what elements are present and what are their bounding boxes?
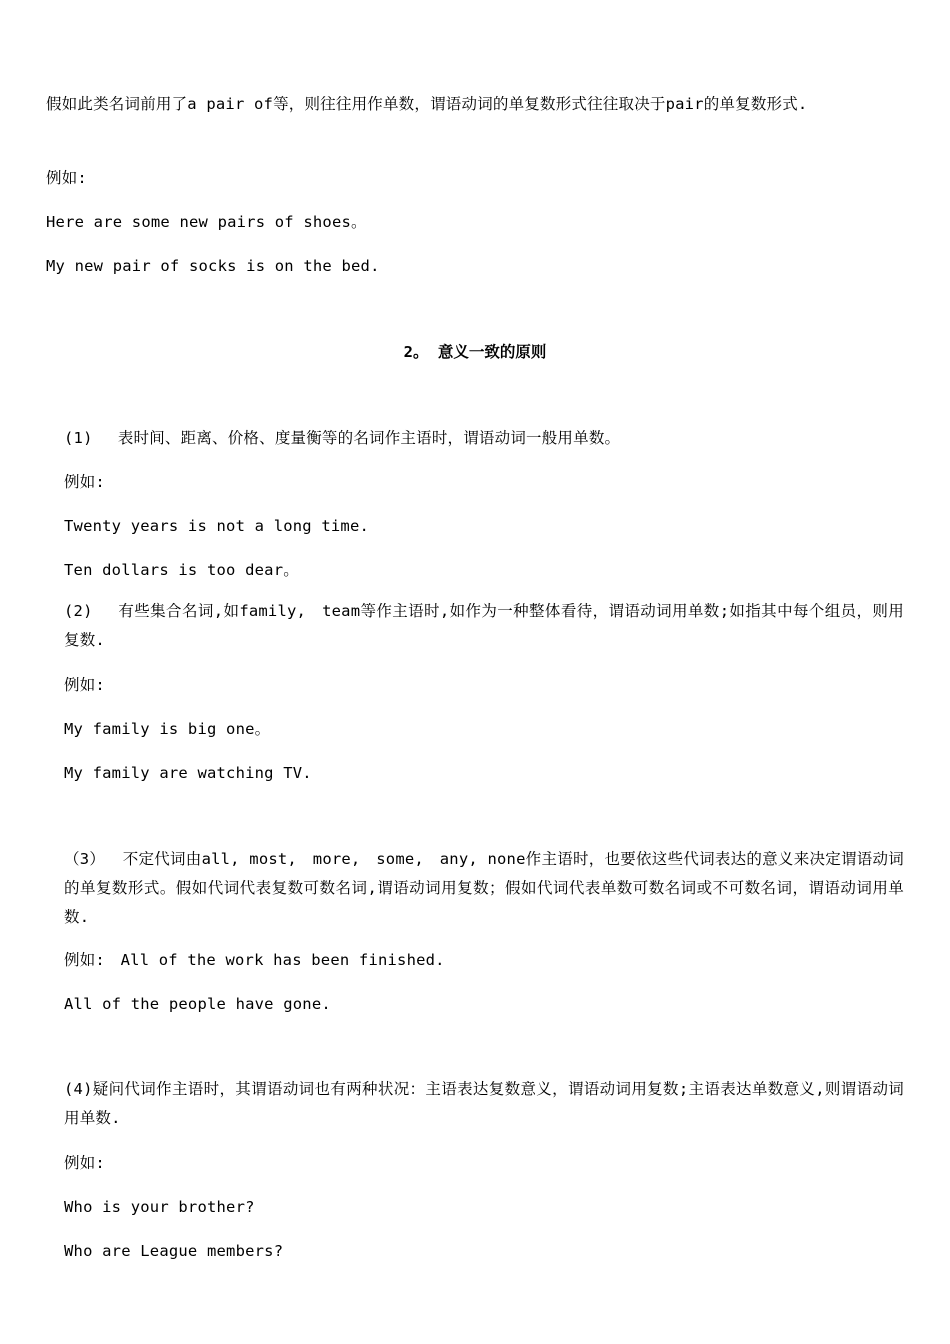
item-1-example-label: 例如:	[64, 473, 105, 491]
item-2-example-1: My family is big one。	[64, 720, 271, 738]
item-3-text: （3） 不定代词由all, most, more, some, any, none作主语时，也要依这些代词表达的意义来决定谓语动词的单复数形式。假如代词代表复数可数名词,谓语动词用复数；假如代词代表单数可数名词或不可数名词，谓语动词用单数.	[64, 850, 904, 926]
intro-example-1: Here are some new pairs of shoes。	[46, 213, 367, 231]
item-2-example-label: 例如:	[64, 676, 105, 694]
intro-paragraph: 假如此类名词前用了a pair of等，则往往用作单数，谓语动词的单复数形式往往取决于pair的单复数形式.	[46, 95, 808, 113]
intro-example-label: 例如:	[46, 169, 87, 187]
item-1-text: (1) 表时间、距离、价格、度量衡等的名词作主语时，谓语动词一般用单数。	[64, 429, 621, 447]
section-heading: 2。 意义一致的原则	[403, 343, 547, 361]
item-3-example-1: 例如: All of the work has been finished.	[64, 951, 445, 969]
item-2-text: (2) 有些集合名词,如family, team等作主语时,如作为一种整体看待，谓语动词用单数;如指其中每个组员，则用复数.	[64, 602, 904, 649]
intro-example-2: My new pair of socks is on the bed.	[46, 257, 380, 275]
item-4-example-1: Who is your brother?	[64, 1198, 255, 1216]
item-4-example-label: 例如:	[64, 1154, 105, 1172]
item-4-example-2: Who are League members?	[64, 1242, 284, 1260]
item-3-example-2: All of the people have gone.	[64, 995, 331, 1013]
item-1-example-2: Ten dollars is too dear。	[64, 561, 299, 579]
item-1-example-1: Twenty years is not a long time.	[64, 517, 370, 535]
item-2-example-2: My family are watching TV.	[64, 764, 312, 782]
item-4-text: (4)疑问代词作主语时，其谓语动词也有两种状况：主语表达复数意义，谓语动词用复数;主语表达单数意义,则谓语动词用单数.	[64, 1080, 904, 1127]
